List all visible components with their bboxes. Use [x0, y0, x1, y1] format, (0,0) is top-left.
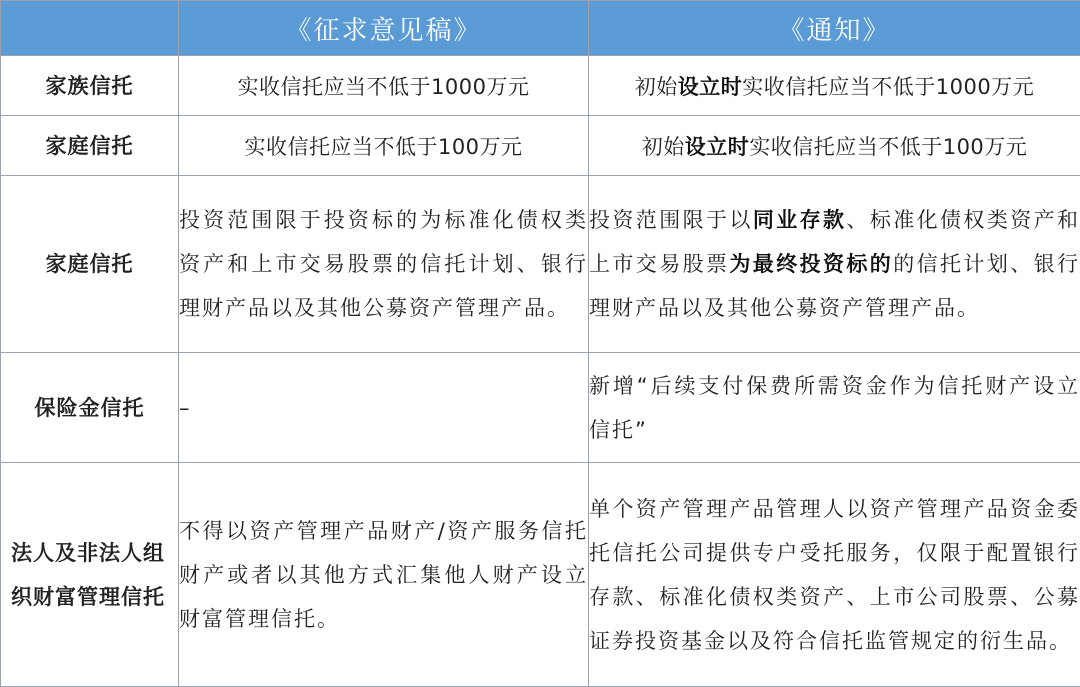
notice-text: 实收信托应当不低于1000万元: [742, 75, 1034, 99]
row-label: 法人及非法人组织财富管理信托: [1, 463, 179, 687]
table-row: [1, 116, 1080, 176]
row-label: 家庭信托: [1, 116, 179, 176]
notice-text: 投资范围限于以: [589, 208, 753, 232]
notice-highlight: 设立时: [678, 75, 743, 99]
notice-cell: 单个资产管理产品管理人以资产管理产品资金委托信托公司提供专户受托服务，仅限于配置银行存款、标准化债权类资产、上市公司股票、公募证券投资基金以及符合信托监管规定的衍生品。: [589, 463, 1080, 687]
row-label: 保险金信托: [1, 353, 179, 463]
notice-highlight: 设立时: [685, 135, 750, 159]
header-draft: 《征求意见稿》: [179, 1, 589, 56]
notice-text: 实收信托应当不低于100万元: [749, 135, 1027, 159]
notice-cell: [589, 116, 1080, 176]
draft-cell: 投资范围限于投资标的为标准化债权类资产和上市交易股票的信托计划、银行理财产品以及其他公募资产管理产品。: [179, 176, 589, 353]
header-blank-cell: [1, 1, 179, 56]
notice-cell: [589, 56, 1080, 116]
table-row: [1, 463, 1080, 687]
draft-cell: 实收信托应当不低于1000万元: [179, 56, 589, 116]
draft-cell: –: [179, 353, 589, 463]
notice-text: 初始: [635, 75, 678, 99]
row-label: 家庭信托: [1, 176, 179, 353]
draft-cell: 实收信托应当不低于100万元: [179, 116, 589, 176]
row-label: 家族信托: [1, 56, 179, 116]
table-row: [1, 176, 1080, 353]
notice-text: 的信托计划、银行理财产品以及其他公募资产管理产品。: [589, 252, 1080, 320]
header-notice: 《通知》: [589, 1, 1080, 56]
notice-text: 初始: [642, 135, 685, 159]
table-row: [1, 56, 1080, 116]
notice-highlight: 同业存款: [753, 208, 847, 232]
notice-highlight: 为最终投资标的: [729, 252, 893, 276]
table-row: [1, 353, 1080, 463]
notice-text: 、标准化债权类资产和上市交易股票: [589, 208, 1080, 276]
header-row: [1, 1, 1080, 56]
notice-cell: 新增“后续支付保费所需资金作为信托财产设立信托”: [589, 353, 1080, 463]
notice-cell: [589, 176, 1080, 353]
draft-cell: 不得以资产管理产品财产/资产服务信托财产或者以其他方式汇集他人财产设立财富管理信托。: [179, 463, 589, 687]
